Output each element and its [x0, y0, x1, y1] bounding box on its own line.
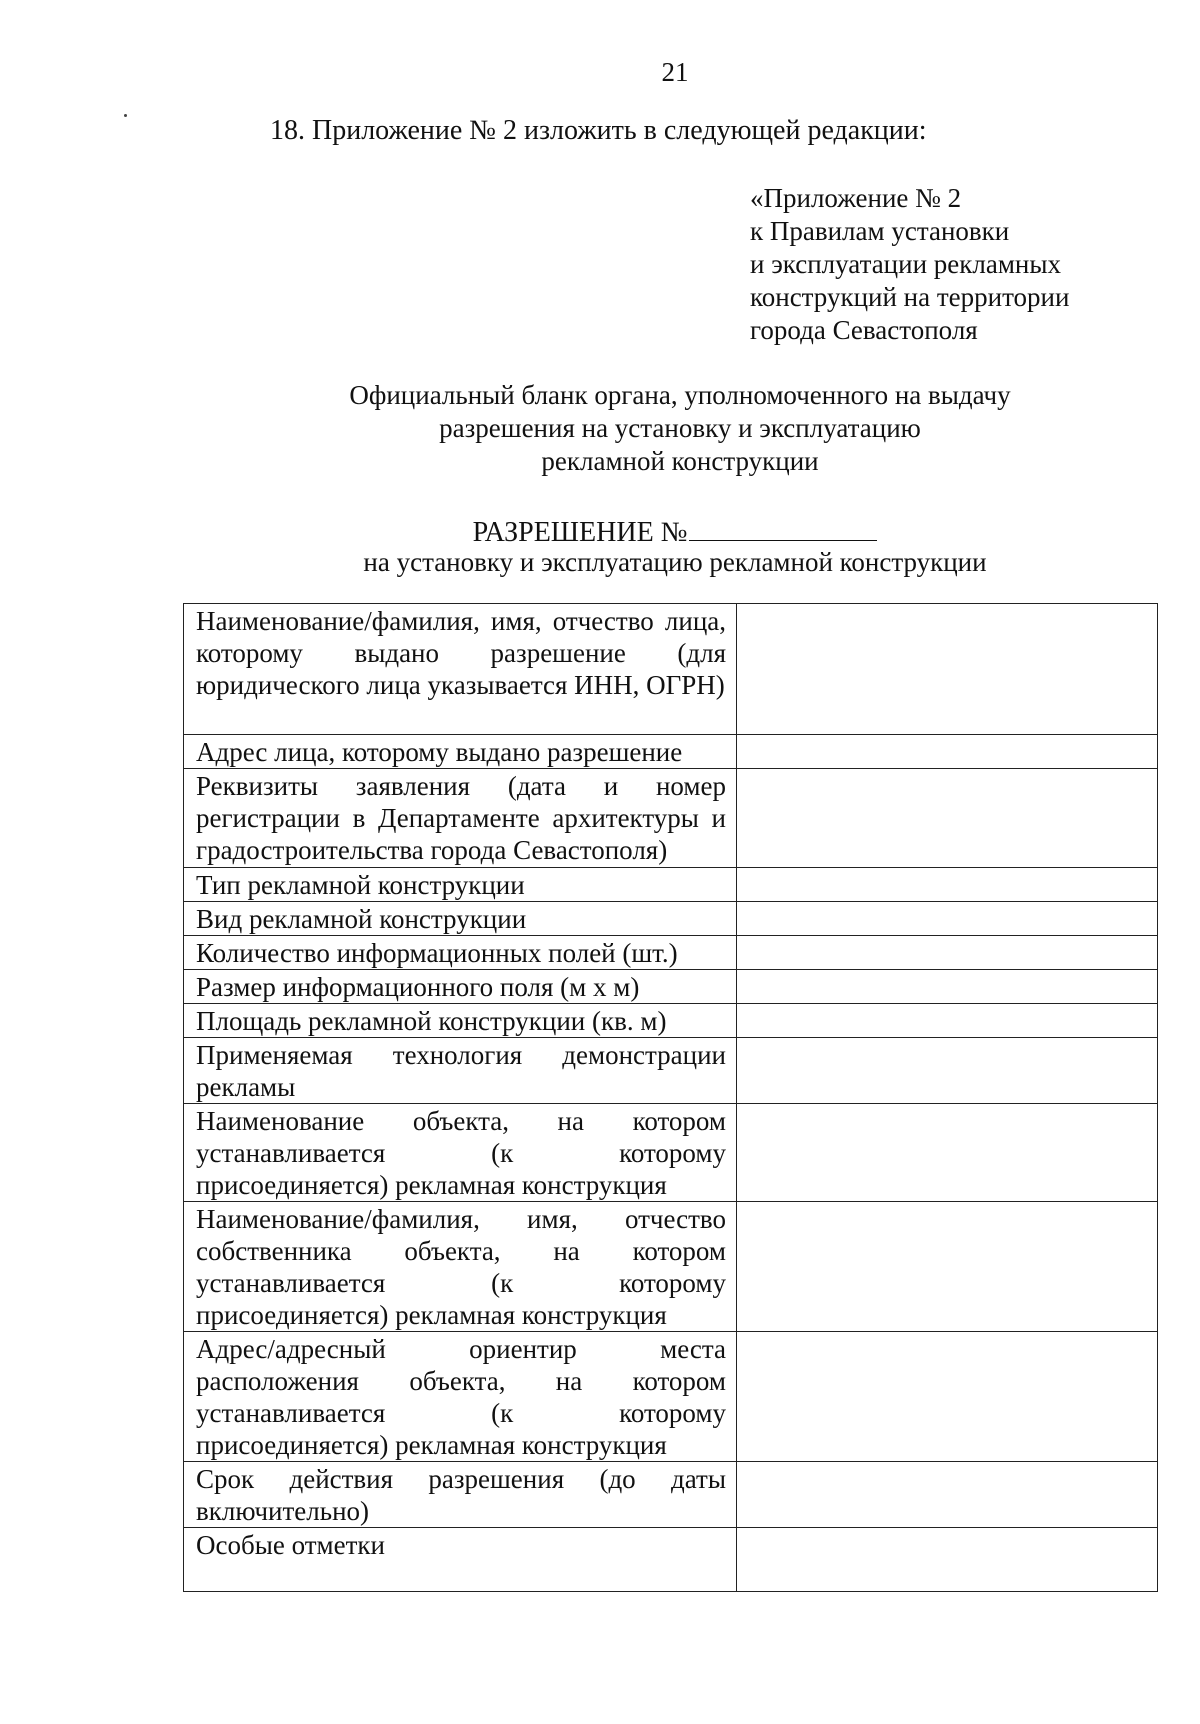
row-label: Особые отметки — [184, 1528, 737, 1592]
row-label: Количество информационных полей (шт.) — [184, 936, 737, 970]
table-row — [184, 936, 1158, 970]
appendix-reference — [750, 182, 1069, 347]
row-label: Наименование/фамилия, имя, отчество собственника объекта, на котором устанавливается (к которому присоединяется) рекламная конструкция — [184, 1202, 737, 1332]
table-row — [184, 769, 1158, 868]
row-value-cell — [737, 1528, 1158, 1592]
row-value-cell — [737, 1202, 1158, 1332]
table-row — [184, 604, 1158, 735]
row-value-cell — [737, 1038, 1158, 1104]
table-row — [184, 735, 1158, 769]
row-label: Срок действия разрешения (до даты включительно) — [184, 1462, 737, 1528]
table-row — [184, 1038, 1158, 1104]
row-label: Применяемая технология демонстрации рекламы — [184, 1038, 737, 1104]
table-row — [184, 1202, 1158, 1332]
row-value-cell — [737, 902, 1158, 936]
table-row — [184, 1528, 1158, 1592]
row-label: Адрес лица, которому выдано разрешение — [184, 735, 737, 769]
row-label: Размер информационного поля (м х м) — [184, 970, 737, 1004]
row-value-cell — [737, 1004, 1158, 1038]
row-label: Вид рекламной конструкции — [184, 902, 737, 936]
table-row — [184, 1462, 1158, 1528]
permit-number-blank — [689, 512, 877, 541]
row-value-cell — [737, 868, 1158, 902]
permit-subtitle: на установку и эксплуатацию рекламной конструкции — [363, 547, 987, 577]
permit-title-text: РАЗРЕШЕНИЕ № — [472, 517, 688, 548]
row-value-cell — [737, 1104, 1158, 1202]
appendix-line: к Правилам установки — [750, 216, 1010, 246]
caption-line: Официальный бланк органа, уполномоченного на выдачу — [349, 380, 1011, 410]
row-label: Адрес/адресный ориентир места расположения объекта, на котором устанавливается (к которому присоединяется) рекламная конструкция — [184, 1332, 737, 1462]
row-value-cell — [737, 1332, 1158, 1462]
permit-title — [0, 512, 1200, 549]
appendix-line: конструкций на территории — [750, 282, 1070, 312]
row-value-cell — [737, 970, 1158, 1004]
appendix-line: «Приложение № 2 — [750, 183, 962, 213]
official-form-caption — [280, 379, 1080, 478]
table-row — [184, 902, 1158, 936]
row-value-cell — [737, 604, 1158, 735]
page-number: 21 — [661, 57, 689, 87]
row-value-cell — [737, 735, 1158, 769]
row-label: Площадь рекламной конструкции (кв. м) — [184, 1004, 737, 1038]
row-label: Наименование объекта, на котором устанавливается (к которому присоединяется) рекламная конструкция — [184, 1104, 737, 1202]
amendment-intro: 18. Приложение № 2 изложить в следующей редакции: — [270, 115, 927, 146]
table-row — [184, 868, 1158, 902]
caption-line: разрешения на установку и эксплуатацию — [439, 413, 921, 443]
appendix-line: города Севастополя — [750, 315, 978, 345]
table-row — [184, 1004, 1158, 1038]
appendix-line: и эксплуатации рекламных — [750, 249, 1062, 279]
row-value-cell — [737, 769, 1158, 868]
scan-speck — [124, 114, 127, 117]
row-label: Реквизиты заявления (дата и номер регистрации в Департаменте архитектуры и градостроительства города Севастополя) — [184, 769, 737, 868]
table-row — [184, 1332, 1158, 1462]
table-row — [184, 970, 1158, 1004]
caption-line: рекламной конструкции — [541, 446, 819, 476]
row-label: Наименование/фамилия, имя, отчество лица, которому выдано разрешение (для юридического лица указывается ИНН, ОГРН) — [184, 604, 737, 735]
row-label: Тип рекламной конструкции — [184, 868, 737, 902]
table-row — [184, 1104, 1158, 1202]
row-value-cell — [737, 1462, 1158, 1528]
permit-table — [183, 603, 1158, 1592]
row-value-cell — [737, 936, 1158, 970]
